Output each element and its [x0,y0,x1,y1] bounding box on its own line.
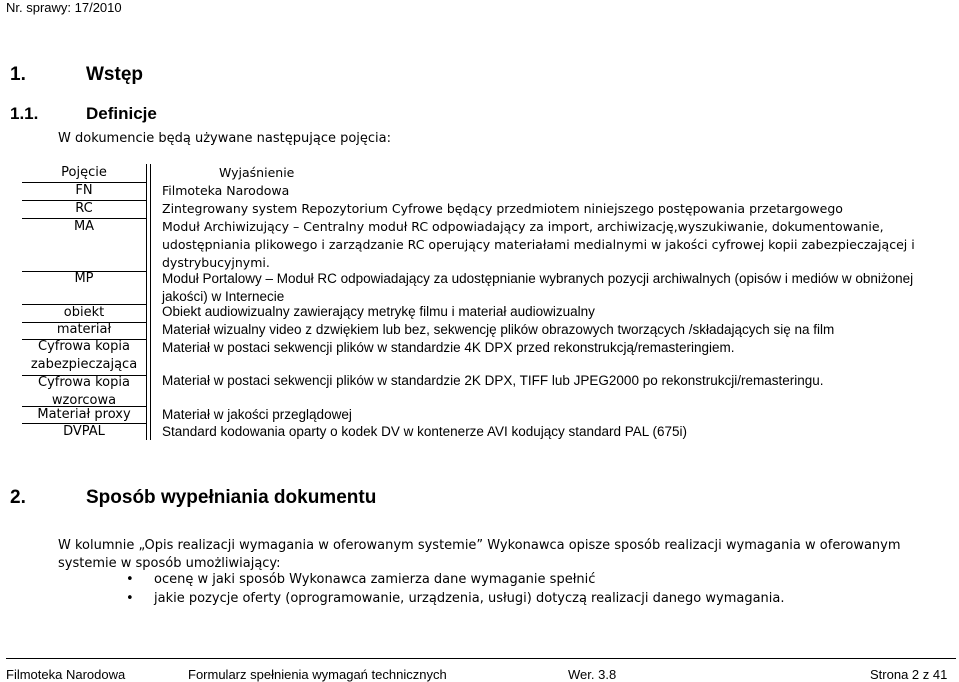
page-footer [6,658,956,682]
table-term: materiał [56,322,112,337]
footer-org: Filmoteka Narodowa [6,667,126,682]
section-2-heading [10,487,376,509]
table-term: obiekt [63,305,105,320]
section-1-number: 1. [10,64,26,85]
footer-version: Wer. 3.8 [568,667,617,682]
section-2-title: Sposób wypełniania dokumentu [86,487,377,508]
table-term: RC [75,201,93,216]
bullet-icon: • [126,572,134,587]
instructions-paragraph: W kolumnie „Opis realizacji wymagania w oferowanym systemie” Wykonawca opisze sposób realizacji wymagania w oferowanym systemie w sposób umożliwiający: [58,538,901,571]
table-term: Cyfrowa kopia wzorcowa [38,375,130,408]
table-term: DVPAL [63,424,105,439]
table-definition: Moduł Portalowy – Moduł RC odpowiadający za udostępnianie wybranych pozycji archiwalnych (opisów i mediów w obniżonej jakości) w Internecie [162,271,914,304]
section-1-1-title: Definicje [86,104,157,123]
table-term: Cyfrowa kopia zabezpieczająca [30,339,138,372]
table-definition: Moduł Archiwizujący – Centralny moduł RC odpowiadający za import, archiwizację,wyszukiwanie, dokumentowanie, udostępniania plikowego i zarządzanie RC operujący materiałami medialnymi w jakości cyfrowej kopii zabezpieczającej i dystrybucyjnymi. [162,219,915,270]
section-1-title: Wstęp [86,64,143,85]
column-divider [150,164,151,440]
table-definition: Zintegrowany system Repozytorium Cyfrowe będący przedmiotem niniejszego postępowania przetargowego [162,201,843,216]
table-header-term: Pojęcie [61,165,107,180]
table-definition: Materiał wizualny video z dzwiękiem lub bez, sekwencję plików obrazowych tworzących /składających się na film [162,322,835,337]
bullet-list [126,570,785,608]
footer-form: Formularz spełnienia wymagań technicznych [188,667,447,682]
section-1-1-heading [10,104,157,124]
bullet-icon: • [126,591,134,606]
list-item [126,570,785,589]
table-definition: Standard kodowania oparty o kodek DV w kontenerze AVI kodujący standard PAL (675i) [162,424,688,439]
table-term: FN [75,183,93,198]
intro-text: W dokumencie będą używane następujące pojęcia: [58,131,392,146]
footer-page: Strona 2 z 41 [870,667,948,682]
list-item-text: ocenę w jaki sposób Wykonawca zamierza dane wymaganie spełnić [154,572,596,587]
table-definition: Materiał w jakości przeglądowej [162,407,352,422]
table-term: MP [74,271,94,286]
section-1-heading [10,64,143,86]
table-term: Materiał proxy [37,407,131,422]
table-definition: Materiał w postaci sekwencji plików w standardzie 4K DPX przed rekonstrukcją/remasteringiem. [162,340,735,355]
table-term: MA [73,219,95,234]
list-item-text: jakie pozycje oferty (oprogramowanie, urządzenia, usługi) dotyczą realizacji danego wymagania. [154,591,785,606]
table-header-definition: Wyjaśnienie [219,165,295,180]
table-definition: Materiał w postaci sekwencji plików w standardzie 2K DPX, TIFF lub JPEG2000 po rekonstrukcji/remasteringu. [162,373,824,388]
definitions-table [22,164,956,440]
list-item [126,589,785,608]
section-1-1-number: 1.1. [10,104,39,123]
document-number: Nr. sprawy: 17/2010 [6,0,122,15]
table-definition: Filmoteka Narodowa [162,183,290,198]
table-definition: Obiekt audiowizualny zawierający metrykę filmu i materiał audiowizualny [162,304,595,319]
section-2-number: 2. [10,487,26,508]
